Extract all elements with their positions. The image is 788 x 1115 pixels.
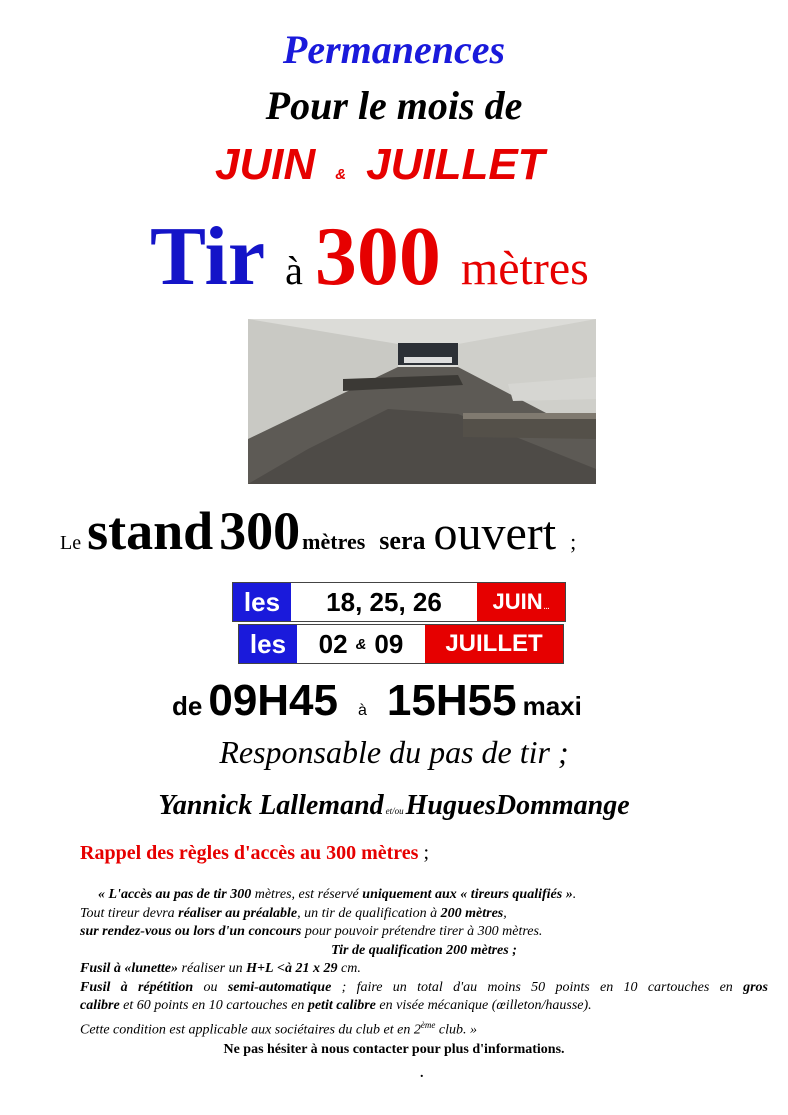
- stand-le: Le: [60, 532, 82, 554]
- dates-juin-month: JUIN: [492, 589, 543, 614]
- stand-word: stand: [87, 501, 214, 561]
- rules-line-4: Tir de qualification 200 mètres ;: [331, 942, 517, 958]
- hours-end: 15H55: [386, 676, 517, 725]
- title-a: à: [285, 248, 303, 293]
- heading-permanences: Permanences: [282, 27, 506, 72]
- months-ampersand: &: [335, 166, 347, 183]
- heading-pour-le-mois: Pour le mois de: [265, 83, 523, 128]
- rules-line-1: « L'accès au pas de tir 300 mètres, est réservé uniquement aux « tireurs qualifiés ».: [98, 887, 577, 902]
- hours-maxi: maxi: [522, 691, 582, 721]
- dates-juillet-day1: 02: [318, 628, 348, 659]
- dates-juillet-amp: &: [355, 635, 367, 653]
- title-metres: mètres: [460, 242, 589, 295]
- dates-bar-juin: [232, 582, 566, 622]
- rappel-text: Rappel des règles d'accès au 300 mètres: [80, 842, 419, 864]
- responsable-names: [0, 790, 788, 822]
- month-juin: JUIN: [215, 140, 316, 189]
- contact-note: Ne pas hésiter à nous contacter pour plus d'informations.: [223, 1042, 565, 1057]
- stand-sera: sera: [379, 526, 426, 555]
- opening-hours: [172, 676, 582, 726]
- hours-a: à: [358, 702, 367, 719]
- rules-block: [80, 886, 768, 1040]
- heading-months: [215, 140, 545, 190]
- title-300: 300: [314, 210, 441, 303]
- dates-juin-tiny: ...: [543, 604, 550, 611]
- rappel-semicolon: ;: [423, 842, 430, 864]
- month-juillet: JUILLET: [366, 140, 545, 189]
- dates-juin-month-cell: [477, 583, 565, 621]
- main-title: [150, 208, 589, 305]
- dates-bar-juillet: [238, 624, 564, 664]
- stand-semicolon: ;: [570, 529, 577, 554]
- dates-juillet-month: JUILLET: [425, 625, 563, 663]
- dates-juillet-day2: 09: [374, 628, 404, 659]
- responsable-name2: HuguesDommange: [405, 790, 630, 821]
- rules-line-6: Fusil à répétition ou semi-automatique ; faire un total d'au moins 50 points en 10 cartouches en gros: [80, 979, 769, 995]
- stand-300: 300: [219, 501, 301, 561]
- rules-line-2: Tout tireur devra réaliser au préalable, un tir de qualification à 200 mètres,: [80, 905, 507, 921]
- dates-juin-prefix: les: [233, 583, 291, 621]
- shooting-range-photo: [248, 319, 596, 484]
- rappel-title: [80, 842, 429, 865]
- footer-dot: .: [420, 1066, 424, 1081]
- responsable-label: Responsable du pas de tir ;: [219, 734, 569, 770]
- stand-ouvert: ouvert: [433, 507, 557, 560]
- rules-line-7: calibre et 60 points en 10 cartouches en petit calibre en visée mécanique (œilleton/hausse).: [80, 998, 592, 1013]
- responsable-sep: et/ou: [385, 806, 404, 816]
- hours-de: de: [172, 691, 203, 721]
- responsable-name1: Yannick Lallemand: [158, 790, 384, 821]
- title-tir: Tir: [150, 210, 266, 303]
- dates-juillet-days: [297, 625, 425, 663]
- hours-start: 09H45: [208, 676, 339, 725]
- dates-juin-days: 18, 25, 26: [291, 583, 477, 621]
- stand-metres: mètres: [302, 529, 366, 554]
- rules-line-5: Fusil à «lunette» réaliser un H+L <à 21 x 29 cm.: [80, 961, 361, 976]
- dates-juillet-prefix: les: [239, 625, 297, 663]
- stand-open-line: [60, 500, 576, 562]
- rules-line-8: Cette condition est applicable aux sociétaires du club et en 2ème club. »: [80, 1019, 477, 1038]
- rules-line-3: sur rendez-vous ou lors d'un concours pour pouvoir prétendre tirer à 300 mètres.: [80, 924, 543, 939]
